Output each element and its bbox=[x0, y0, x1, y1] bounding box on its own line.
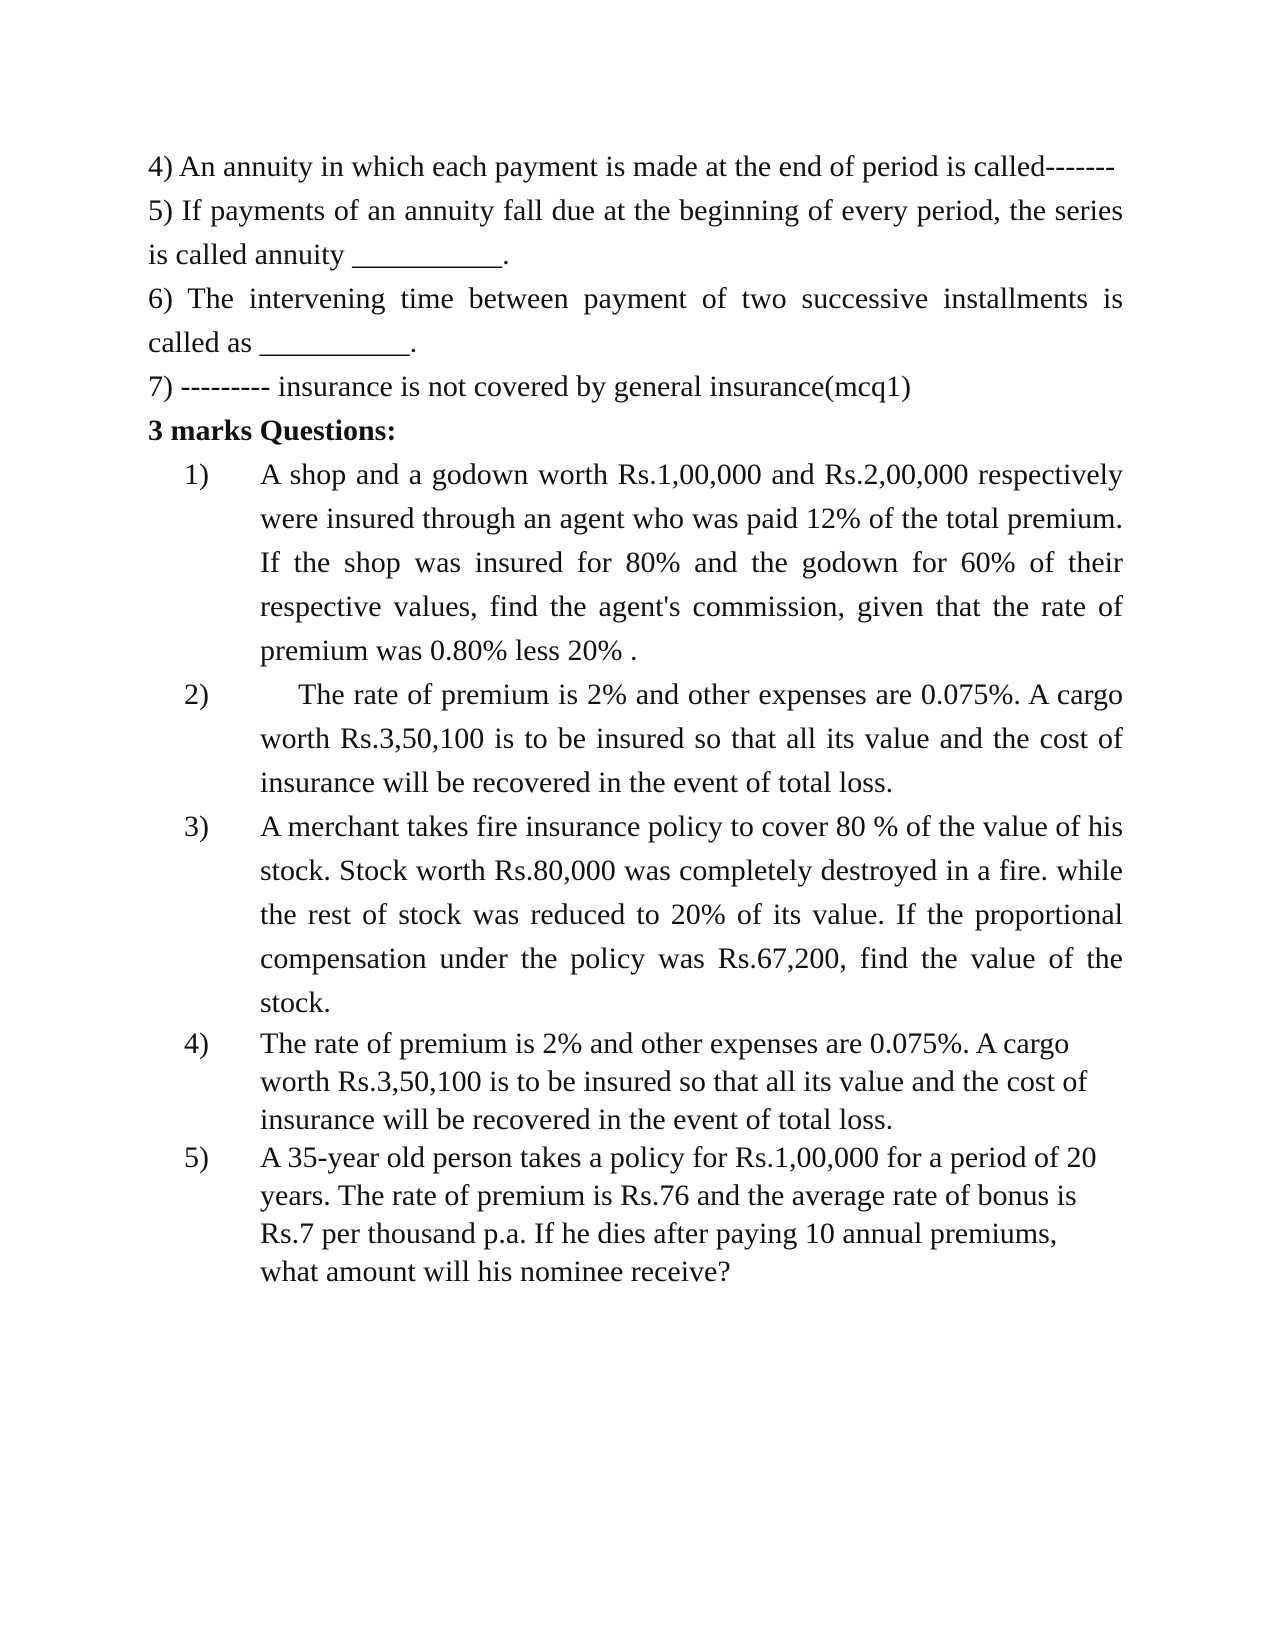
question-item-2 bbox=[148, 673, 1123, 805]
question-item-5 bbox=[148, 1139, 1123, 1291]
question-number: 1) bbox=[184, 458, 209, 491]
fill-in-question-6: 6) The intervening time between payment of two successive installments is called as __________. bbox=[148, 282, 1123, 359]
question-text: A shop and a godown worth Rs.1,00,000 and Rs.2,00,000 respectively were insured through an agent who was paid 12% of the total premium. If the shop was insured for 80% and the godown for 60% of their respective values, find the agent's commission, given that the rate of premium was 0.80% less 20% . bbox=[260, 458, 1123, 667]
question-number: 5) bbox=[184, 1141, 209, 1174]
fill-in-question-4: 4) An annuity in which each payment is made at the end of period is called------- bbox=[148, 150, 1116, 183]
question-text: A merchant takes fire insurance policy to cover 80 % of the value of his stock. Stock worth Rs.80,000 was completely destroyed in a fire. while the rest of stock was reduced to 20% of its value. If the proportional compensation under the policy was Rs.67,200, find the value of the stock. bbox=[260, 810, 1123, 1019]
question-item-1 bbox=[148, 453, 1123, 673]
question-number: 2) bbox=[184, 678, 209, 711]
fill-in-question-5: 5) If payments of an annuity fall due at the beginning of every period, the series is called annuity __________. bbox=[148, 194, 1123, 271]
question-text: A 35-year old person takes a policy for Rs.1,00,000 for a period of 20 years. The rate of premium is Rs.76 and the average rate of bonus is Rs.7 per thousand p.a. If he dies after paying 10 annual premiums, what amount will his nominee receive? bbox=[260, 1141, 1097, 1288]
question-item-4 bbox=[148, 1025, 1123, 1139]
question-text-wrapper bbox=[260, 673, 1123, 805]
document-page bbox=[148, 145, 1123, 1291]
question-text: The rate of premium is 2% and other expenses are 0.075%. A cargo worth Rs.3,50,100 is to be insured so that all its value and the cost of insurance will be recovered in the event of total loss. bbox=[260, 678, 1123, 799]
question-item-3 bbox=[148, 805, 1123, 1025]
question-number: 3) bbox=[184, 810, 209, 843]
question-number: 4) bbox=[184, 1027, 209, 1060]
section-heading: 3 marks Questions: bbox=[148, 414, 397, 447]
question-text: The rate of premium is 2% and other expenses are 0.075%. A cargo worth Rs.3,50,100 is to be insured so that all its value and the cost of insurance will be recovered in the event of total loss. bbox=[260, 1027, 1088, 1136]
fill-in-question-7: 7) --------- insurance is not covered by general insurance(mcq1) bbox=[148, 370, 911, 403]
